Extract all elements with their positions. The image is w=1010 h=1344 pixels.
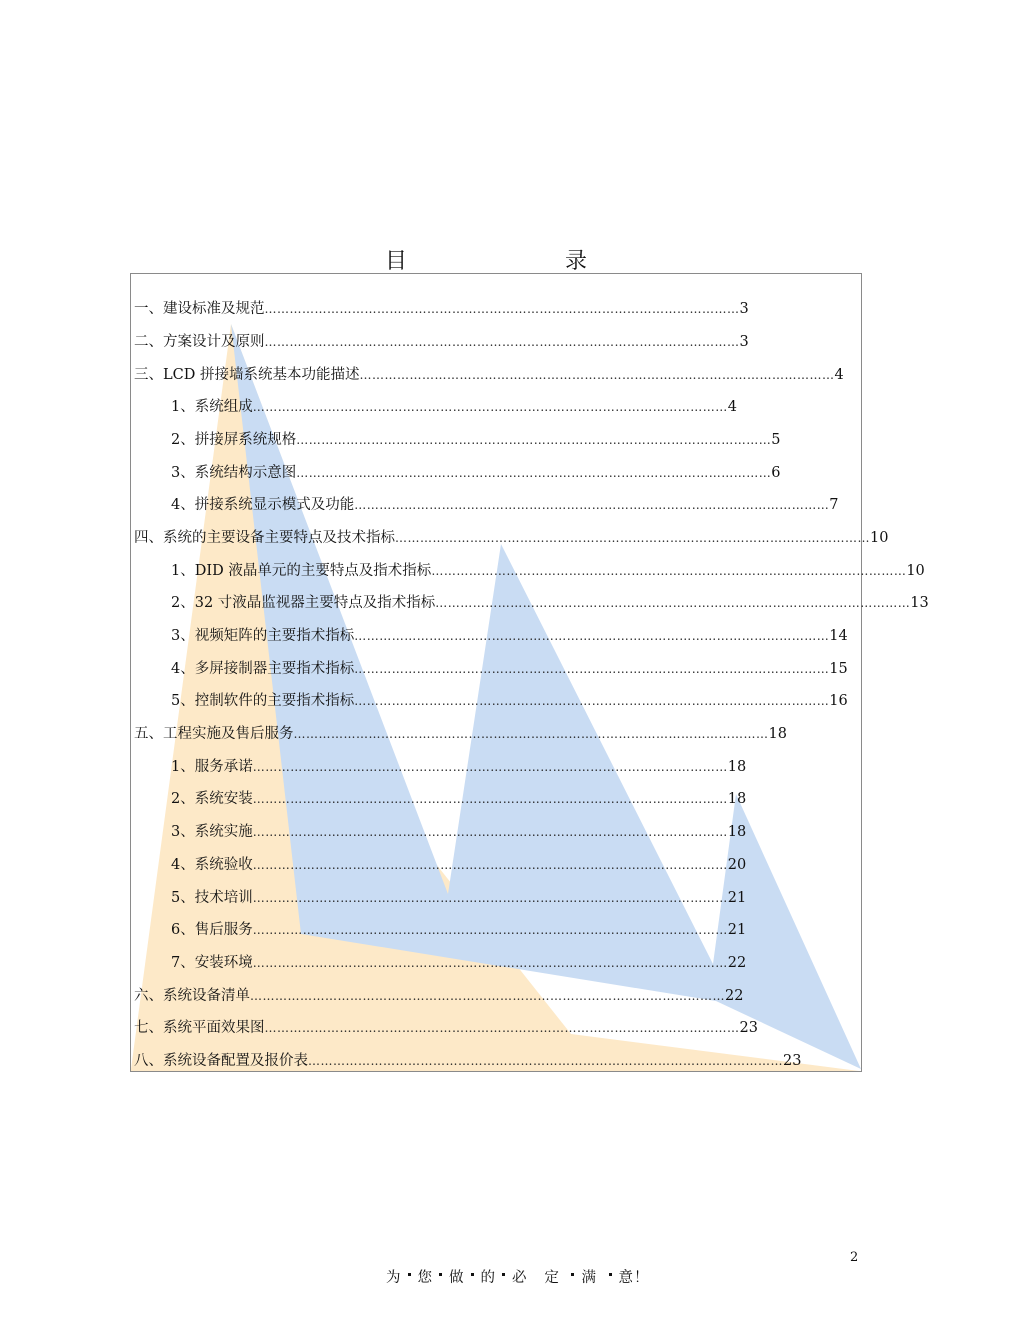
footer-char: 定 [544,1270,560,1286]
toc-entry[interactable]: 1、系统组成 …………………………………………………………………………………………………… 4 [171,399,737,415]
toc-entry[interactable]: 八、系统设备配置及报价表 …………………………………………………………………………………………………… 23 [134,1053,802,1069]
toc-entry[interactable]: 三、LCD 拼接墙系统基本功能描述 …………………………………………………………………………………………………… 4 [134,367,844,383]
footer-char: 必 [512,1270,528,1286]
footer-char: 您 [417,1270,433,1286]
toc-entry[interactable]: 7、安装环境 …………………………………………………………………………………………………… 22 [171,955,747,971]
toc-title: 目 录 [384,249,625,274]
toc-frame [130,273,929,1072]
toc-entry[interactable]: 6、售后服务 …………………………………………………………………………………………………… 21 [171,922,747,938]
footer-dot [439,1273,442,1276]
toc-entry[interactable]: 七、系统平面效果图 …………………………………………………………………………………………………… 23 [134,1020,758,1036]
footer-dot [502,1273,505,1276]
toc-entry[interactable]: 1、DID 液晶单元的主要特点及指术指标 …………………………………………………………………………………………………… 10 [171,563,925,579]
footer-slogan [386,1266,650,1287]
footer-dot [571,1273,574,1276]
footer-char: 做 [449,1270,465,1286]
footer-char: 意！ [618,1270,650,1286]
toc-entry[interactable]: 5、控制软件的主要指术指标 …………………………………………………………………………………………………… 16 [171,693,848,709]
toc-entry[interactable]: 2、系统安装 …………………………………………………………………………………………………… 18 [171,791,747,807]
toc-entry[interactable]: 2、32 寸液晶监视器主要特点及指术指标 …………………………………………………………………………………………………… 13 [171,595,929,611]
toc-entry[interactable]: 5、技术培训 …………………………………………………………………………………………………… 21 [171,890,747,906]
toc-entry[interactable]: 3、视频矩阵的主要指术指标 …………………………………………………………………………………………………… 14 [171,628,848,644]
footer-dot [609,1273,612,1276]
toc-list [131,274,929,1071]
toc-entry[interactable]: 二、方案设计及原则 …………………………………………………………………………………………………… 3 [134,334,749,350]
toc-entry[interactable]: 4、系统验收 …………………………………………………………………………………………………… 20 [171,857,747,873]
toc-entry[interactable]: 一、建设标准及规范 …………………………………………………………………………………………………… 3 [134,301,749,317]
toc-entry[interactable]: 3、系统结构示意图 …………………………………………………………………………………………………… 6 [171,465,781,481]
toc-entry[interactable]: 3、系统实施 …………………………………………………………………………………………………… 18 [171,824,747,840]
toc-entry[interactable]: 1、服务承诺 …………………………………………………………………………………………………… 18 [171,759,747,775]
toc-entry[interactable]: 六、系统设备清单 …………………………………………………………………………………………………… 22 [134,988,744,1004]
footer-char: 的 [480,1270,496,1286]
toc-entry[interactable]: 四、系统的主要设备主要特点及技术指标 …………………………………………………………………………………………………… 10 [134,530,889,546]
footer-char: 为 [386,1270,402,1286]
footer-char: 满 [581,1270,597,1286]
footer-dot [471,1273,474,1276]
footer-dot [408,1273,411,1276]
toc-entry[interactable]: 2、拼接屏系统规格 …………………………………………………………………………………………………… 5 [171,432,781,448]
toc-entry[interactable]: 4、拼接系统显示模式及功能 …………………………………………………………………………………………………… 7 [171,497,839,513]
page-number: 2 [850,1250,859,1265]
toc-entry[interactable]: 4、多屏接制器主要指术指标 …………………………………………………………………………………………………… 15 [171,661,848,677]
toc-entry[interactable]: 五、工程实施及售后服务 …………………………………………………………………………………………………… 18 [134,726,787,742]
